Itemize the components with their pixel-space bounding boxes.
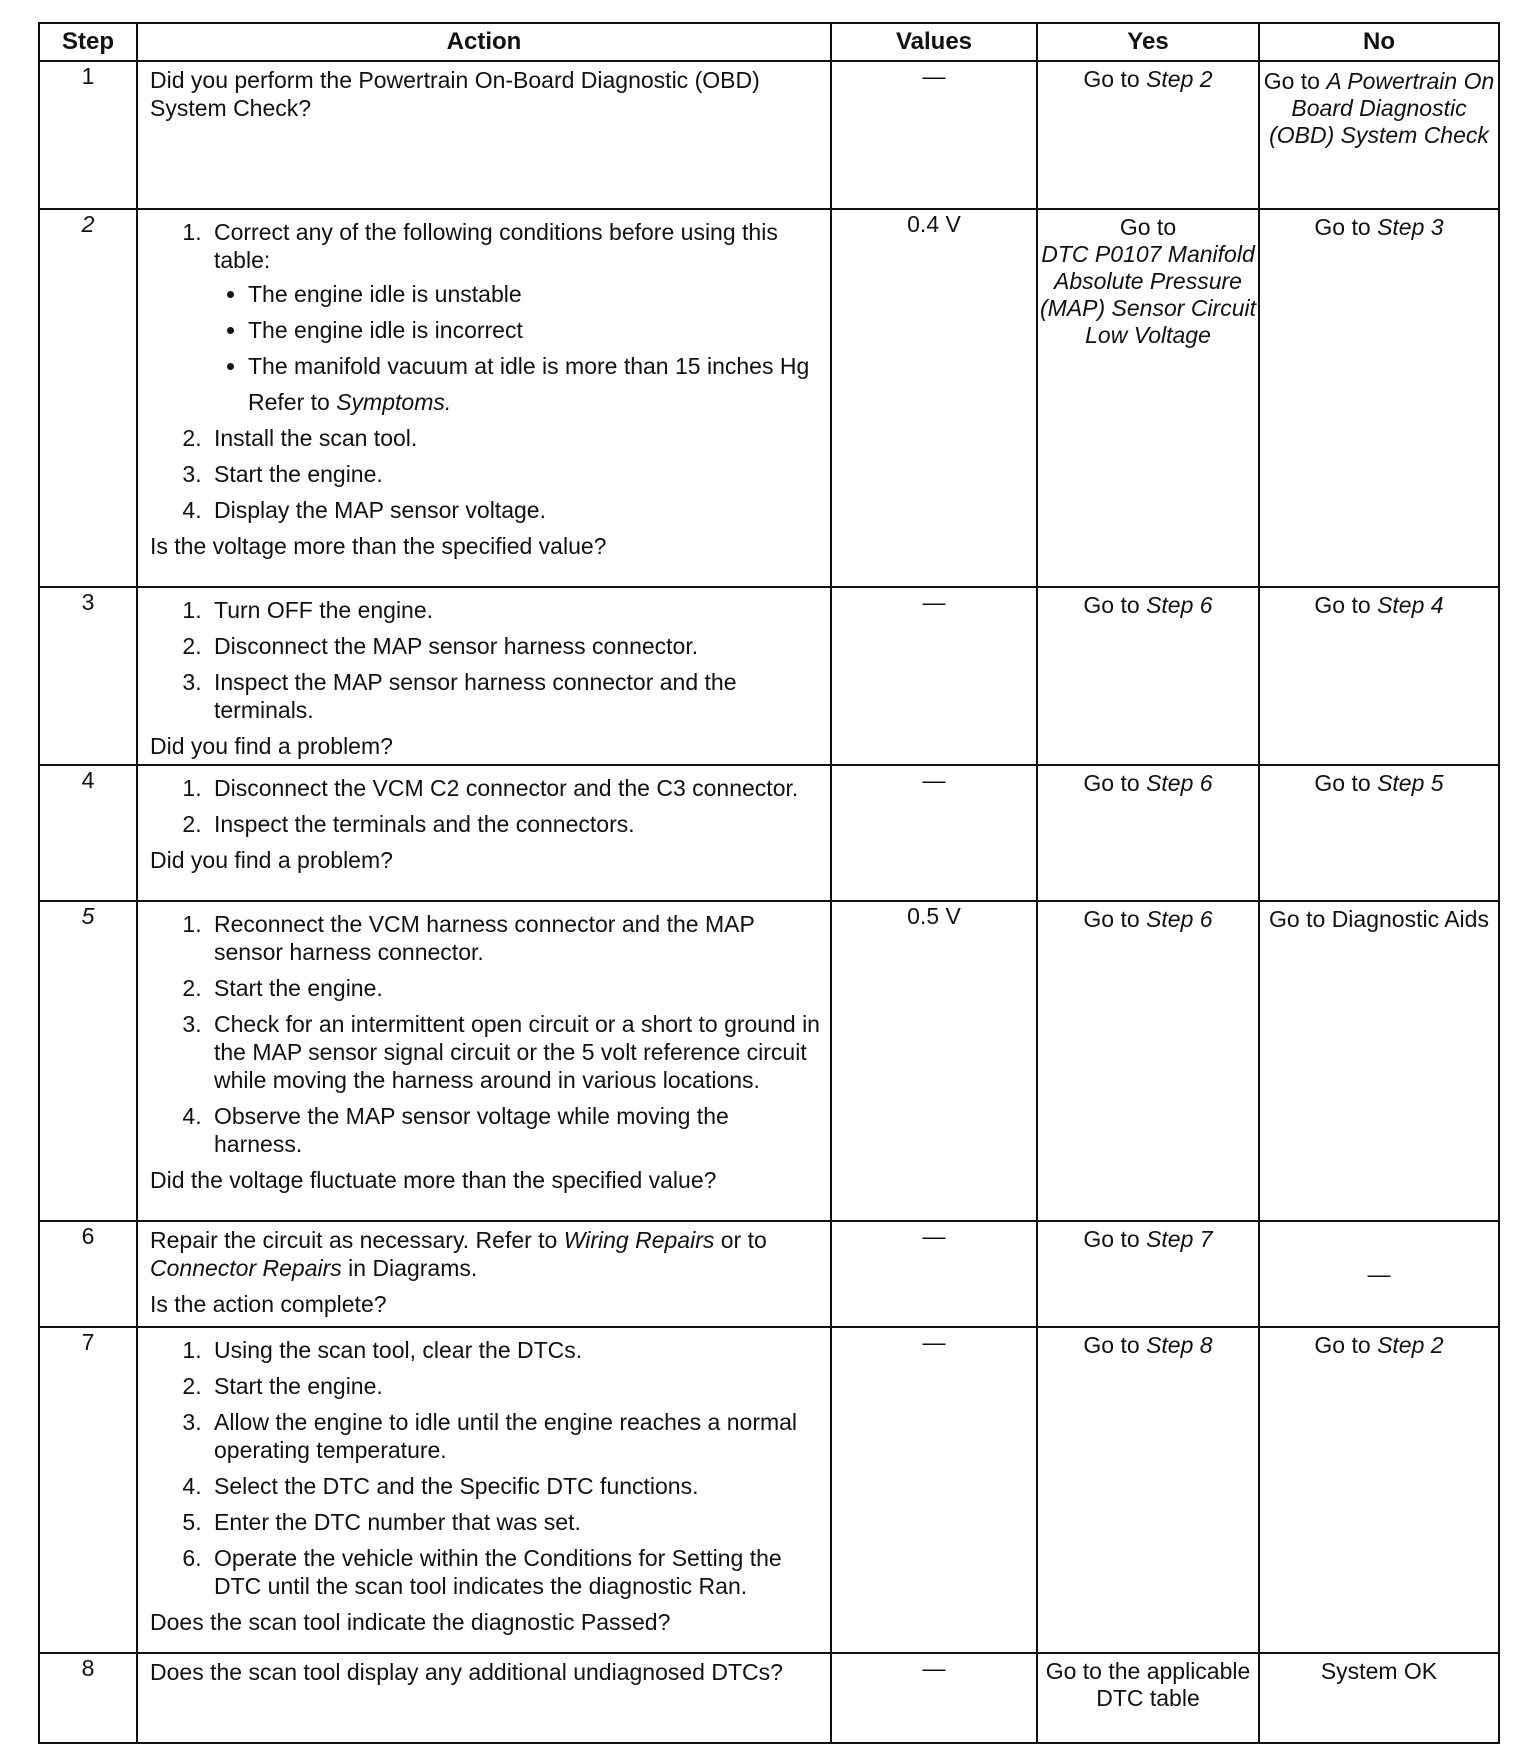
action-item: 2. Start the engine. [208,974,820,1002]
action-item: 6. Operate the vehicle within the Conditions for Setting the DTC until the scan tool indicates the diagnostic Ran. [208,1544,820,1600]
action-question: Did you perform the Powertrain On-Board Diagnostic (OBD) System Check? [150,67,760,121]
values-cell: — [831,765,1037,901]
action-question: Does the scan tool display any additional undiagnosed DTCs? [150,1659,783,1685]
yes-link[interactable]: Step 7 [1146,1226,1213,1252]
yes-cell [1037,1221,1259,1327]
connector-repairs-link[interactable]: Connector Repairs [150,1255,342,1281]
action-item: 1. Turn OFF the engine. [208,596,820,624]
table-row-step-8 [39,1653,1499,1743]
action-list [150,774,820,838]
yes-prefix: Go to [1083,1226,1140,1252]
no-cell [1259,1327,1499,1653]
step-number: 5 [39,901,137,1221]
no-cell [1259,901,1499,1221]
yes-prefix: Go to [1119,214,1177,240]
action-cell [137,1653,831,1743]
no-link[interactable]: Step 2 [1377,1332,1444,1358]
table-row-step-5 [39,901,1499,1221]
yes-link[interactable]: Go to the applicable DTC table [1045,1658,1251,1711]
condition-item: • The engine idle is incorrect [248,316,820,344]
yes-link[interactable]: Step 6 [1146,906,1213,932]
values-cell: 0.4 V [831,209,1037,587]
step-number: 6 [39,1221,137,1327]
action-item: 2. Inspect the terminals and the connectors. [208,810,820,838]
no-cell: — [1259,1221,1499,1327]
yes-cell [1037,61,1259,209]
action-question: Did you find a problem? [150,733,393,759]
action-item: 5. Enter the DTC number that was set. [208,1508,820,1536]
action-cell [137,901,831,1221]
header-yes: Yes [1037,23,1259,61]
yes-link[interactable]: Step 8 [1146,1332,1213,1358]
no-cell [1259,587,1499,765]
step-number: 2 [39,209,137,587]
yes-cell [1037,209,1259,587]
action-item: 2. Install the scan tool. [208,424,820,452]
action-item: 4. Display the MAP sensor voltage. [208,496,820,524]
yes-cell [1037,1327,1259,1653]
action-item: 3. Inspect the MAP sensor harness connector and the terminals. [208,668,820,724]
action-item: 1. Using the scan tool, clear the DTCs. [208,1336,820,1364]
action-item: 4. Select the DTC and the Specific DTC functions. [208,1472,820,1500]
values-cell: — [831,1327,1037,1653]
action-item: 3. Start the engine. [208,460,820,488]
action-list [150,218,820,524]
action-item: 3. Check for an intermittent open circuit or a short to ground in the MAP sensor signal circuit or the 5 volt reference circuit while moving the harness around in various locations. [208,1010,820,1094]
action-question: Is the voltage more than the specified value? [150,533,607,559]
symptoms-link[interactable]: Symptoms. [336,389,452,415]
action-cell [137,1221,831,1327]
action-cell [137,61,831,209]
action-item: 1. Correct any of the following conditions before using this table: • The engine idle is unstable • The engine idle is incorrect • The manifold vacuum at idle is more than 15 inches Hg Refer to Symptoms. [208,218,820,416]
refer-note: Refer to Symptoms. [248,389,452,415]
step-number: 7 [39,1327,137,1653]
action-item: 3. Allow the engine to idle until the engine reaches a normal operating temperature. [208,1408,820,1464]
values-cell: — [831,587,1037,765]
action-list [150,1336,820,1600]
action-item: 1. Disconnect the VCM C2 connector and the C3 connector. [208,774,820,802]
action-question: Did the voltage fluctuate more than the specified value? [150,1167,717,1193]
header-action: Action [137,23,831,61]
action-list [150,910,820,1158]
no-prefix: Go to [1314,1332,1371,1358]
no-link[interactable]: Step 5 [1377,770,1444,796]
no-link[interactable]: Step 4 [1377,592,1444,618]
step-number: 4 [39,765,137,901]
condition-list [214,280,820,380]
no-link[interactable]: Step 3 [1377,214,1444,240]
action-cell [137,587,831,765]
condition-item: • The engine idle is unstable [248,280,820,308]
yes-prefix: Go to [1083,906,1140,932]
action-item: 4. Observe the MAP sensor voltage while moving the harness. [208,1102,820,1158]
values-cell: — [831,1653,1037,1743]
action-item: 2. Start the engine. [208,1372,820,1400]
action-item: 1. Reconnect the VCM harness connector and the MAP sensor harness connector. [208,910,820,966]
table-row-step-7 [39,1327,1499,1653]
condition-item: • The manifold vacuum at idle is more than 15 inches Hg [248,352,820,380]
yes-prefix: Go to [1083,770,1140,796]
yes-cell [1037,587,1259,765]
yes-cell [1037,765,1259,901]
diagnostic-table [38,22,1500,1744]
yes-prefix: Go to [1083,1332,1140,1358]
yes-prefix: Go to [1083,66,1140,92]
header-step: Step [39,23,137,61]
action-item: 2. Disconnect the MAP sensor harness connector. [208,632,820,660]
values-cell: — [831,61,1037,209]
no-prefix: Go to [1314,770,1371,796]
yes-link[interactable]: Step 6 [1146,770,1213,796]
yes-prefix: Go to [1083,592,1140,618]
action-question: Does the scan tool indicate the diagnostic Passed? [150,1609,671,1635]
table-row-step-2 [39,209,1499,587]
header-no: No [1259,23,1499,61]
no-link[interactable]: A Powertrain On Board Diagnostic (OBD) System Check [1269,68,1495,148]
no-prefix: Go to [1314,592,1371,618]
values-cell: — [831,1221,1037,1327]
no-cell [1259,765,1499,901]
action-cell [137,765,831,901]
yes-cell [1037,1653,1259,1743]
action-cell [137,209,831,587]
values-cell: 0.5 V [831,901,1037,1221]
no-cell: System OK [1259,1653,1499,1743]
yes-cell [1037,901,1259,1221]
header-values: Values [831,23,1037,61]
step-number: 1 [39,61,137,209]
action-question: Is the action complete? [150,1291,387,1317]
action-list [150,596,820,724]
wiring-repairs-link[interactable]: Wiring Repairs [563,1227,715,1253]
no-cell [1259,61,1499,209]
no-cell [1259,209,1499,587]
table-row-step-6 [39,1221,1499,1327]
header-row [39,23,1499,61]
step-number: 3 [39,587,137,765]
yes-link[interactable]: Step 6 [1146,592,1213,618]
no-link[interactable]: Go to Diagnostic Aids [1269,906,1489,932]
action-question: Did you find a problem? [150,847,393,873]
action-paragraph: Repair the circuit as necessary. Refer to Wiring Repairs or to Connector Repairs in Diagrams. [150,1227,767,1281]
table-row-step-1 [39,61,1499,209]
step-number: 8 [39,1653,137,1743]
table-row-step-3 [39,587,1499,765]
no-prefix: Go to [1314,214,1371,240]
action-cell [137,1327,831,1653]
yes-link[interactable]: Step 2 [1146,66,1213,92]
table-row-step-4 [39,765,1499,901]
no-prefix: Go to [1263,68,1320,94]
yes-link[interactable]: DTC P0107 Manifold Absolute Pressure (MAP) Sensor Circuit Low Voltage [1040,241,1256,348]
